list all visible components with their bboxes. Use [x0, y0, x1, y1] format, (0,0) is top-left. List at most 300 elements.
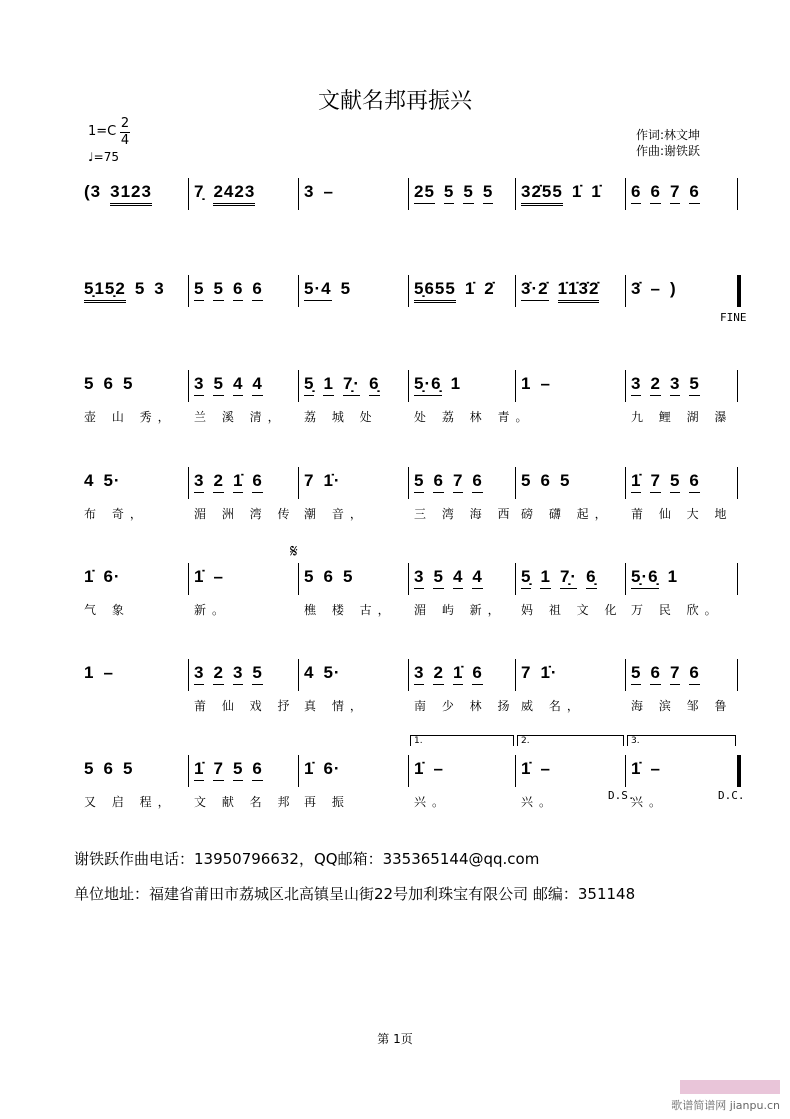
- segno-icon: 𝄋: [290, 541, 298, 562]
- note-group: 5: [433, 567, 443, 589]
- measure-notes: [631, 374, 709, 396]
- note-group: 6: [689, 182, 699, 204]
- note-group: 6̣: [586, 567, 596, 589]
- note-group: 5: [444, 182, 454, 204]
- measure: [78, 563, 188, 617]
- bar-line: [408, 178, 409, 210]
- measure-notes: [304, 182, 343, 203]
- lyric-text: 文 献 名 邦: [194, 795, 296, 809]
- measure-notes: [84, 663, 123, 684]
- composer: 作曲:谢铁跃: [636, 144, 701, 158]
- volta-bracket: 1.: [410, 735, 514, 746]
- bar-line: [188, 275, 189, 307]
- measure: [408, 178, 515, 208]
- note-group: 6: [233, 279, 243, 301]
- lyric-text: 九 鲤 湖 瀑: [631, 410, 733, 424]
- bar-line: [188, 563, 189, 595]
- note-group: 1̇: [521, 759, 532, 778]
- note-group: 5: [670, 471, 680, 493]
- lyric-text: 荔 城 处: [304, 410, 378, 424]
- measure-notes: [194, 182, 264, 206]
- lyric-text: 三 湾 海 西: [414, 507, 516, 521]
- measure-notes: [521, 182, 611, 206]
- measure-notes: [631, 279, 686, 300]
- bar-line: [298, 178, 299, 210]
- note-group: –: [540, 374, 551, 393]
- note-group: 6: [689, 663, 699, 685]
- lyric-text: 莆 仙 戏 抒: [194, 699, 296, 713]
- note-group: 2̇: [484, 279, 495, 298]
- lyric-text: 兰 溪 清，: [194, 410, 286, 424]
- note-group: 1̇1̇3̇2̇: [558, 279, 600, 303]
- note-group: 5: [194, 279, 204, 301]
- note-group: 6: [540, 471, 551, 490]
- note-group: 2: [433, 663, 443, 685]
- note-group: 5: [122, 374, 134, 393]
- note-group: 5: [304, 567, 315, 586]
- note-group: 3: [414, 567, 424, 589]
- bar-line: [625, 275, 626, 307]
- note-group: 1̇: [464, 279, 476, 298]
- measure-notes: [304, 471, 350, 492]
- time-signature: [120, 116, 130, 149]
- measure-notes: [414, 374, 470, 396]
- note-group: 1̇: [571, 182, 583, 201]
- note-group: 5: [84, 759, 95, 778]
- note-group: 6·: [103, 567, 121, 586]
- note-group: 5̣: [521, 567, 531, 589]
- measure: [188, 467, 298, 521]
- measure: [188, 659, 298, 713]
- note-group: 6: [689, 471, 699, 493]
- note-group: 6·: [323, 759, 341, 778]
- measure-notes: [631, 759, 670, 780]
- lyric-text: 兴。: [414, 795, 451, 809]
- note-group: 7̣: [194, 182, 205, 201]
- bar-line: [515, 659, 516, 691]
- measure: [515, 467, 625, 521]
- note-group: 1̇: [84, 567, 95, 586]
- note-group: 5: [134, 279, 146, 298]
- watermark-logo: [680, 1080, 780, 1094]
- measure-notes: [84, 374, 142, 395]
- measure: [515, 178, 625, 208]
- lyric-text: 壶 山 秀，: [84, 410, 176, 424]
- measure: [78, 178, 188, 208]
- lyric-text: 气 象: [84, 603, 130, 617]
- time-top: 2: [120, 116, 130, 131]
- lyric-text: 又 启 程，: [84, 795, 176, 809]
- lyric-text: 莆 仙 大 地: [631, 507, 733, 521]
- measure: [188, 370, 298, 424]
- note-group: 1̇: [631, 759, 642, 778]
- note-group: 1̇: [591, 182, 602, 201]
- measure: [78, 659, 188, 689]
- note-group: 3̇·2̇: [521, 279, 549, 301]
- note-group: 1̇: [414, 759, 425, 778]
- note-group: 1: [84, 663, 95, 682]
- note-group: 1̇: [304, 759, 315, 778]
- note-group: 1̇·: [540, 663, 558, 682]
- bar-line: [737, 275, 741, 307]
- measure: [188, 563, 298, 617]
- note-group: 5·: [103, 471, 121, 490]
- measure: [408, 467, 516, 521]
- bar-line: [298, 755, 299, 787]
- measure: [78, 467, 188, 521]
- note-group: 6: [252, 279, 262, 301]
- bar-line: [298, 370, 299, 402]
- fine-mark: FINE: [720, 311, 747, 324]
- lyric-text: 海 滨 邹 鲁: [631, 699, 733, 713]
- measure-notes: [194, 471, 272, 493]
- lyric-text: 新。: [194, 603, 231, 617]
- note-group: 5: [463, 182, 473, 204]
- note-group: 5·: [323, 663, 341, 682]
- note-group: –: [323, 182, 334, 201]
- lyric-text: 再 振: [304, 795, 350, 809]
- watermark: [671, 1080, 780, 1113]
- note-group: 6: [252, 759, 262, 781]
- note-group: 5: [340, 279, 352, 298]
- measure: [625, 370, 737, 424]
- note-group: (3: [84, 182, 102, 201]
- lyric-text: 樵 楼 古，: [304, 603, 396, 617]
- measure-notes: [521, 471, 579, 492]
- note-group: 4: [472, 567, 482, 589]
- measure: [625, 178, 737, 208]
- measure: [515, 563, 625, 617]
- lyric-text: 万 民 欣。: [631, 603, 723, 617]
- lyricist: 作词:林文坤: [636, 128, 701, 142]
- bar-line: [625, 178, 626, 210]
- score-row: [78, 541, 740, 633]
- note-group: 3: [194, 663, 204, 685]
- score-row: [78, 659, 740, 729]
- measure: [515, 659, 625, 713]
- measure: [188, 755, 298, 809]
- note-group: 5: [233, 759, 243, 781]
- note-group: 2: [213, 471, 223, 493]
- measure: [188, 275, 298, 305]
- measure-notes: [84, 567, 130, 588]
- measure-notes: [304, 663, 350, 684]
- watermark-text: 歌谱简谱网 jianpu.cn: [671, 1099, 780, 1112]
- note-group: 3: [233, 663, 243, 685]
- measure: [515, 370, 625, 400]
- measure-notes: [194, 759, 272, 781]
- note-group: 5: [631, 663, 641, 685]
- note-group: 7: [304, 471, 315, 490]
- note-group: 1: [540, 567, 550, 589]
- note-group: 4: [233, 374, 243, 396]
- measure: [408, 659, 516, 713]
- note-group: 3̇: [631, 279, 642, 298]
- bar-line: [515, 275, 516, 307]
- bar-line: [408, 275, 409, 307]
- note-group: 5: [213, 374, 223, 396]
- note-group: 3: [194, 471, 204, 493]
- bar-line: [625, 563, 626, 595]
- note-group: 5: [252, 663, 262, 685]
- note-group: 6: [433, 471, 443, 493]
- measure-notes: [194, 567, 233, 588]
- measure: [625, 659, 737, 713]
- bar-line: [737, 659, 738, 691]
- measure-notes: [631, 471, 709, 493]
- note-group: 1: [521, 374, 532, 393]
- bar-line: [408, 659, 409, 691]
- note-group: 5: [122, 759, 134, 778]
- note-group: 7: [213, 759, 223, 781]
- note-group: 4: [453, 567, 463, 589]
- measure-notes: [304, 374, 389, 396]
- measure: [298, 659, 408, 713]
- note-group: –: [650, 759, 661, 778]
- measure: [298, 755, 408, 809]
- note-group: –: [103, 663, 114, 682]
- tempo-mark: ♩=75: [88, 150, 119, 164]
- note-group: 5̣15̣2: [84, 279, 126, 303]
- note-group: 4: [84, 471, 95, 490]
- note-group: 6: [650, 663, 660, 685]
- note-group: 1̇: [194, 567, 205, 586]
- note-group: 3: [414, 663, 424, 685]
- note-group: 1̇·: [323, 471, 341, 490]
- bar-line: [188, 467, 189, 499]
- measure-notes: [414, 471, 492, 493]
- measure-notes: [304, 759, 350, 780]
- score-row: [78, 736, 745, 825]
- note-group: ): [669, 279, 677, 298]
- time-bottom: 4: [120, 133, 130, 148]
- contact-address: 单位地址：福建省莆田市荔城区北高镇呈山街22号加利珠宝有限公司 邮编：351148: [74, 885, 636, 903]
- bar-line: [298, 659, 299, 691]
- measure-notes: [631, 182, 709, 204]
- lyric-text: 真 情，: [304, 699, 368, 713]
- note-group: 1: [323, 374, 333, 396]
- measure: [408, 755, 515, 809]
- note-group: 2: [650, 374, 660, 396]
- bar-line: [625, 467, 626, 499]
- bar-line: [408, 370, 409, 402]
- bar-line: [188, 659, 189, 691]
- note-group: 7: [650, 471, 660, 493]
- note-group: 3: [194, 374, 204, 396]
- note-group: 32̇55: [521, 182, 563, 206]
- measure-notes: [84, 182, 161, 206]
- note-group: 5̣: [304, 374, 314, 396]
- note-group: 4: [304, 663, 315, 682]
- bar-line: [515, 563, 516, 595]
- note-group: 3: [304, 182, 315, 201]
- measure-notes: [304, 567, 362, 588]
- measure: [78, 755, 188, 809]
- note-group: 5̣·6̣: [631, 567, 659, 589]
- note-group: –: [650, 279, 661, 298]
- bar-line: [408, 563, 409, 595]
- lyric-text: 湄 洲 湾 传: [194, 507, 296, 521]
- measure: [298, 178, 408, 208]
- measure: [78, 370, 188, 424]
- bar-line: [515, 370, 516, 402]
- measure: [625, 467, 737, 521]
- note-group: 6: [472, 471, 482, 493]
- page-number: 第 1页: [377, 1032, 413, 1046]
- bar-line: [188, 178, 189, 210]
- note-group: 7: [453, 471, 463, 493]
- measure-notes: [631, 663, 709, 685]
- note-group: 5: [213, 279, 223, 301]
- measure: [408, 563, 515, 617]
- measure-notes: [194, 663, 272, 685]
- credits: [636, 127, 700, 159]
- note-group: 6: [252, 471, 262, 493]
- bar-line: [625, 755, 626, 787]
- bar-line: [737, 563, 738, 595]
- note-group: 6: [323, 567, 334, 586]
- measure-notes: [84, 471, 130, 492]
- bar-line: [298, 467, 299, 499]
- measure-notes: [304, 279, 360, 301]
- score-row: [78, 467, 740, 537]
- measure-notes: [521, 279, 608, 303]
- bar-line: [298, 275, 299, 307]
- lyric-text: 处 荔 林 青。: [414, 410, 534, 424]
- measure: [408, 275, 515, 305]
- measure-notes: [414, 759, 453, 780]
- note-group: 4: [252, 374, 262, 396]
- lyric-text: 湄 屿 新，: [414, 603, 506, 617]
- note-group: 1̇: [194, 759, 204, 781]
- note-group: 7̣·: [560, 567, 577, 589]
- measure: [625, 275, 737, 305]
- note-group: 5: [84, 374, 95, 393]
- ds-mark: D.S.: [608, 789, 635, 802]
- note-group: 2423: [213, 182, 255, 206]
- note-group: 6: [103, 374, 114, 393]
- note-group: 2: [213, 663, 223, 685]
- measure-notes: [414, 279, 504, 303]
- note-group: 1: [450, 374, 462, 393]
- score-row: [78, 275, 747, 345]
- measure: [408, 370, 534, 424]
- note-group: 5: [559, 471, 571, 490]
- note-group: 1: [667, 567, 679, 586]
- measure: [515, 275, 625, 305]
- song-title: 文献名邦再振兴: [317, 89, 472, 114]
- note-group: 5: [689, 374, 699, 396]
- note-group: 3: [631, 374, 641, 396]
- note-group: 6: [631, 182, 641, 204]
- dc-mark: D.C.: [718, 789, 745, 802]
- bar-line: [737, 467, 738, 499]
- lyric-text: 潮 音，: [304, 507, 368, 521]
- bar-line: [515, 178, 516, 210]
- measure-notes: [414, 182, 502, 204]
- note-group: 7: [521, 663, 532, 682]
- note-group: 6̣: [369, 374, 379, 396]
- note-group: 1̇: [233, 471, 243, 493]
- note-group: 3: [154, 279, 165, 298]
- measure-notes: [414, 567, 492, 589]
- lyric-text: 兴。: [521, 795, 558, 809]
- measure-notes: [521, 374, 560, 395]
- score-row: [78, 178, 740, 248]
- measure-notes: [194, 374, 272, 396]
- volta-bracket: 3.: [627, 735, 736, 746]
- note-group: 25: [414, 182, 435, 204]
- contact-phone-email: 谢铁跃作曲电话：13950796632，QQ邮箱：335365144@qq.com: [74, 850, 540, 868]
- measure: [298, 275, 408, 305]
- bar-line: [188, 755, 189, 787]
- note-group: 5̣·6̣: [414, 374, 442, 396]
- note-group: –: [213, 567, 224, 586]
- bar-line: [188, 370, 189, 402]
- note-group: 7̣·: [343, 374, 360, 396]
- note-group: 5: [414, 471, 424, 493]
- key-signature: 1=C: [88, 124, 117, 139]
- note-group: 5: [521, 471, 532, 490]
- measure-notes: [521, 663, 567, 684]
- note-group: 1̇: [631, 471, 641, 493]
- note-group: 7: [670, 182, 680, 204]
- note-group: 7: [670, 663, 680, 685]
- bar-line: [625, 659, 626, 691]
- bar-line: [298, 563, 299, 595]
- lyric-text: 布 奇，: [84, 507, 148, 521]
- measure-notes: [521, 567, 606, 589]
- measure: [298, 370, 408, 424]
- measure-notes: [84, 279, 174, 303]
- lyric-text: 南 少 林 扬: [414, 699, 516, 713]
- note-group: 5·4: [304, 279, 332, 301]
- lyric-text: 威 名，: [521, 699, 585, 713]
- note-group: 3: [670, 374, 680, 396]
- note-group: 6: [103, 759, 114, 778]
- note-group: 5: [483, 182, 493, 204]
- bar-line: [515, 467, 516, 499]
- note-group: 6: [650, 182, 660, 204]
- measure: [78, 275, 188, 305]
- lyric-text: 兴。: [631, 795, 668, 809]
- bar-line: [515, 755, 516, 787]
- volta-bracket: 2.: [517, 735, 624, 746]
- note-group: 6: [472, 663, 482, 685]
- note-group: 5: [342, 567, 354, 586]
- note-group: 3123: [110, 182, 152, 206]
- measure-notes: [414, 663, 492, 685]
- measure-notes: [521, 759, 560, 780]
- measure-notes: [84, 759, 142, 780]
- lyric-text: 妈 祖 文 化: [521, 603, 623, 617]
- bar-line: [737, 370, 738, 402]
- measure: [298, 467, 408, 521]
- bar-line: [408, 467, 409, 499]
- lyric-text: 磅 礴 起，: [521, 507, 613, 521]
- note-group: 5̣655: [414, 279, 456, 303]
- measure: [625, 563, 737, 617]
- score-row: [78, 370, 740, 440]
- bar-line: [737, 178, 738, 210]
- bar-line: [737, 755, 741, 787]
- measure: [298, 563, 408, 617]
- measure-notes: [194, 279, 272, 301]
- measure-notes: [631, 567, 687, 589]
- note-group: 1̇: [453, 663, 463, 685]
- note-group: –: [433, 759, 444, 778]
- note-group: –: [540, 759, 551, 778]
